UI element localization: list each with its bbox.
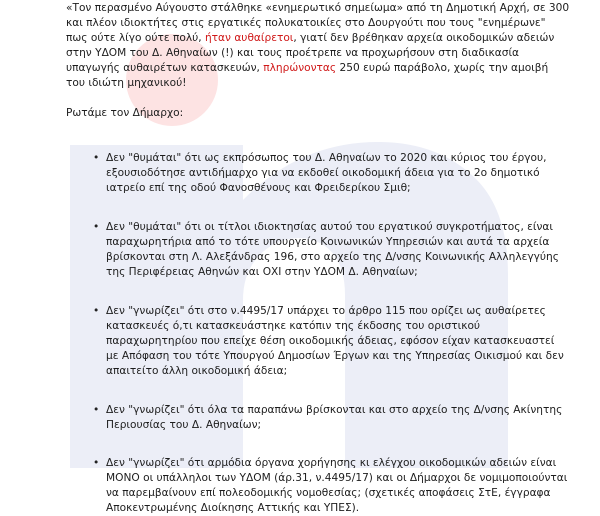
claim-item: • Δεν "γνωρίζει" ότι αρμόδια όργανα χορήγησης κι ελέγχου οικοδομικών αδειών είναι ΜΟΝΟ οι υπάλληλοι των ΥΔΟΜ (άρ.31, ν.4495/17) και οι Δήμαρχοι δε νομιμοποιούνται να παρεμβαίνουν επί πολεοδομικής νομοθεσίας; (σχετικές αποφάσεις ΣτΕ, έγγραφα Αποκεντρωμένης Διοίκησης Αττικής και ΥΠΕΣ). — [106, 456, 570, 516]
intro-text-3: 250 ευρώ παράβολο, χωρίς την αμοιβή του ιδιώτη μηχανικού! — [66, 62, 549, 89]
claim-item: • Δεν "γνωρίζει" ότι όλα τα παραπάνω βρίσκονται και στο αρχείο της Δ/νσης Ακίνητης Περιουσίας του Δ. Αθηναίων; — [106, 403, 570, 433]
intro-text-1: «Τον περασμένο Αύγουστο στάλθηκε «ενημερωτικό σημείωμα» από τη Δημοτική Αρχή, σε 300 και πλέον ιδιοκτήτες στις εργατικές πολυκατοικίες στο Δουργούτι που τους "ενημέρωνε" πως ούτε λίγο ούτε πολύ, — [66, 2, 570, 44]
claims-list — [66, 151, 570, 516]
intro-paragraph — [66, 0, 570, 91]
intro-highlight-2: πληρώνοντας — [263, 62, 337, 74]
question-heading: Ρωτάμε τον Δήμαρχο: — [66, 107, 184, 119]
claim-item: • Δεν "γνωρίζει" ότι στο ν.4495/17 υπάρχει το άρθρο 115 που ορίζει ως αυθαίρετες κατασκευές ό,τι κατασκευάστηκε κατόπιν της έκδοσης του οριστικού παραχωρητηρίου που επείχε θέση οικοδομικής άδειας, εφόσον είχαν κατασκευαστεί με Απόφαση του τότε Υπουργού Δημοσίων Έργων και της Υπηρεσίας Οικισμού και δεν απαιτείτο άλλη οικοδομική άδεια; — [106, 304, 570, 379]
intro-text-2: , γιατί δεν βρέθηκαν αρχεία οικοδομικών αδειών στην ΥΔΟΜ του Δ. Αθηναίων (!) και τους προέτρεπε να προχωρήσουν στη διαδικασία υπαγωγής αυθαιρέτων κατασκευών, — [66, 32, 555, 74]
claim-item: • Δεν "θυμάται" ότι ως εκπρόσωπος του Δ. Αθηναίων το 2020 και κύριος του έργου, εξουσιοδότησε αντιδήμαρχο για να εκδοθεί οικοδομική άδεια για το 2ο δημοτικό ιατρείο επί της οδού Φανοσθένους και Φρειδερίκου Σμιθ; — [106, 151, 570, 196]
intro-highlight-1: ήταν αυθαίρετοι — [204, 32, 294, 44]
claim-item: • Δεν "θυμάται" ότι οι τίτλοι ιδιοκτησίας αυτού του εργατικού συγκροτήματος, είναι παραχωρητήρια από το τότε υπουργείο Κοινωνικών Υπηρεσιών και αυτά τα αρχεία βρίσκονται στη Λ. Αλεξάνδρας 196, στο αρχείο της Δ/νσης Κοινωνικής Αλληλεγγύης της Περιφέρειας Αθηνών και ΟΧΙ στην ΥΔΟΜ Δ. Αθηναίων; — [106, 220, 570, 280]
